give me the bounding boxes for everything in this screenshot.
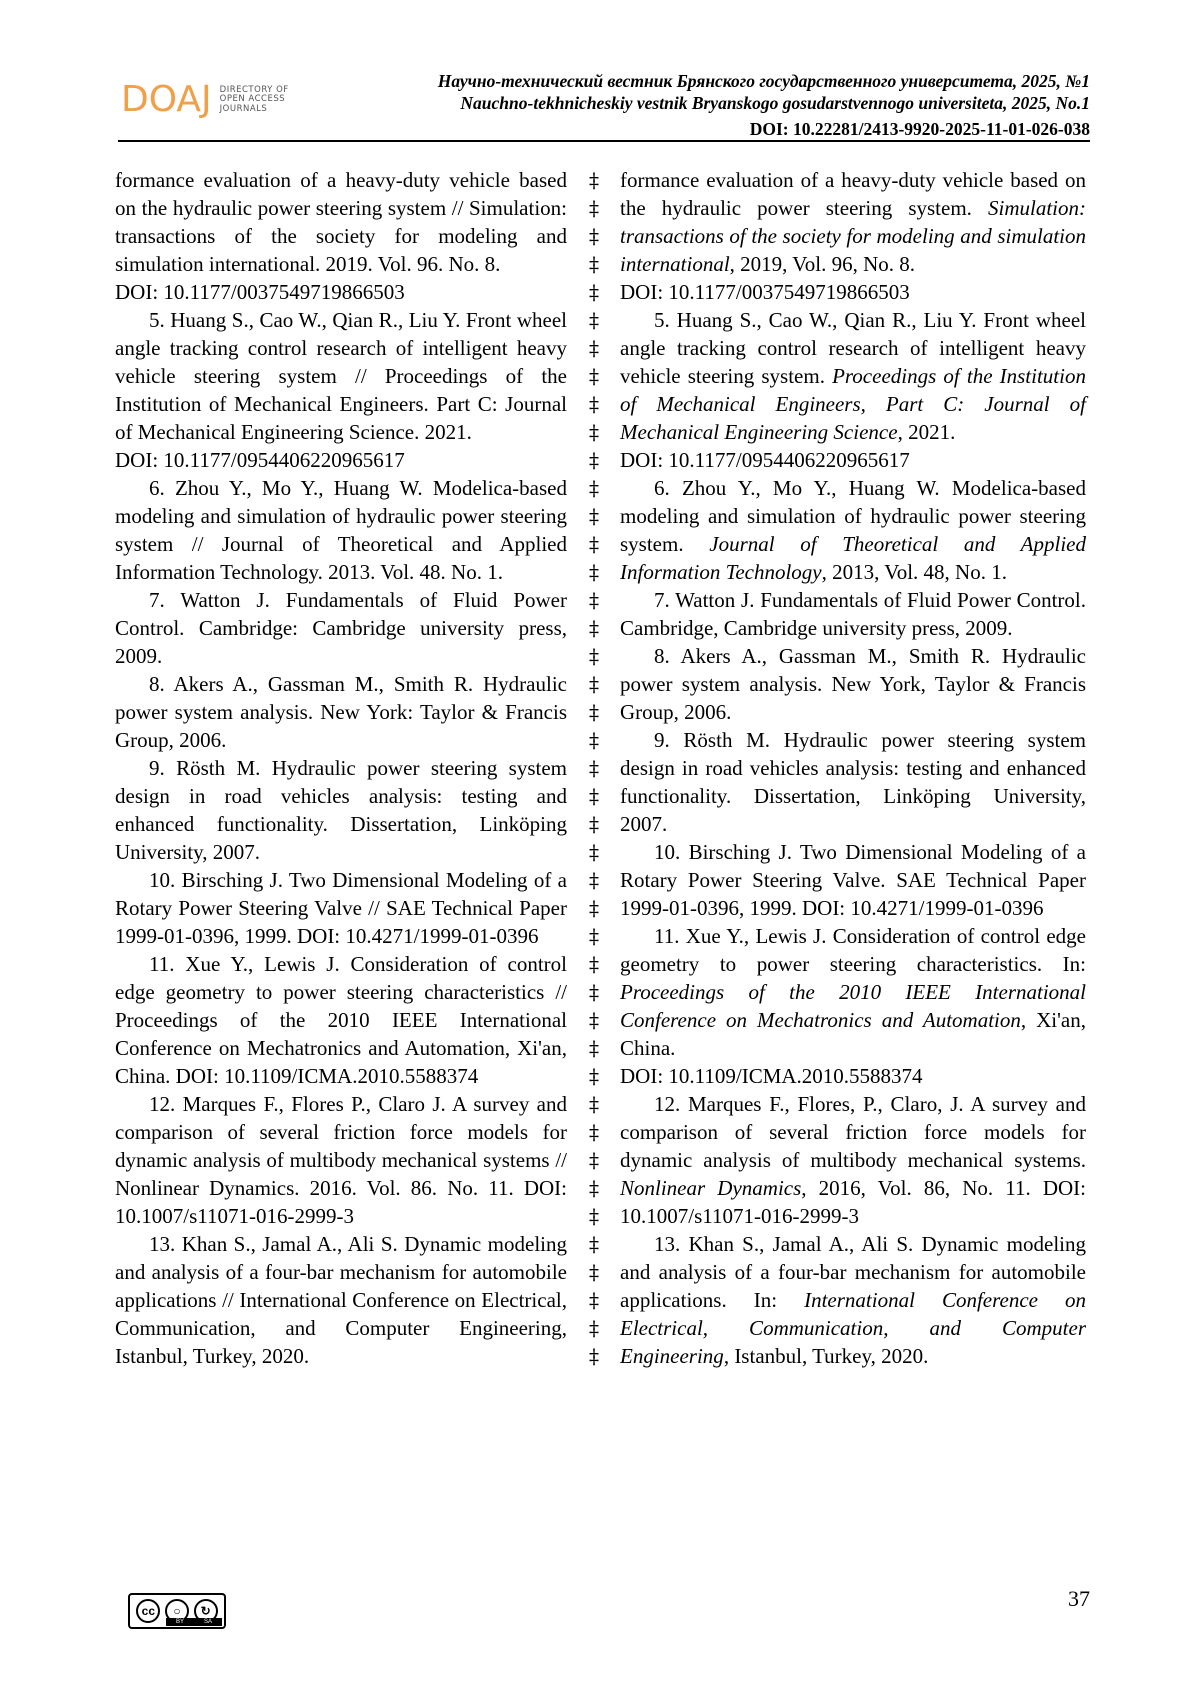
divider-glyph: ‡: [589, 1176, 599, 1200]
divider-glyph: ‡: [589, 1008, 599, 1032]
divider-glyph: ‡: [589, 420, 599, 444]
reference-text: 12. Marques F., Flores, P., Claro, J. A survey and comparison of several friction force models for dynamic analysis of multibody mechanical systems.: [620, 1092, 1086, 1172]
divider-glyph: ‡: [589, 1064, 599, 1088]
divider-glyph: ‡: [589, 392, 599, 416]
reference-entry: [620, 474, 1086, 586]
reference-source-title: Simulation: transactions of the society for modeling and simulation international: [620, 196, 1086, 276]
divider-glyph: ‡: [589, 784, 599, 808]
divider-glyph: ‡: [589, 1316, 599, 1340]
reference-entry: 13. Khan S., Jamal A., Ali S. Dynamic modeling and analysis of a four-bar mechanism for automobile applications // International Conference on Electrical, Communication, and Computer Engineering, Istanbul, Turkey, 2020.: [115, 1232, 567, 1368]
reference-doi: [620, 278, 1086, 306]
reference-source-title: Journal of Theoretical and Applied Information Technology: [620, 532, 1087, 584]
reference-text: 5. Huang S., Cao W., Qian R., Liu Y. Front wheel angle tracking control research of intelligent heavy vehicle steering system.: [620, 308, 1086, 388]
divider-glyph: ‡: [589, 924, 599, 948]
column-divider: [586, 166, 602, 1370]
reference-entry: [620, 586, 1086, 642]
divider-glyph: ‡: [589, 532, 599, 556]
divider-glyph: ‡: [589, 224, 599, 248]
reference-entry: 7. Watton J. Fundamentals of Fluid Power Control. Cambridge: Cambridge university press, 2009.: [115, 588, 567, 668]
divider-glyph: ‡: [589, 336, 599, 360]
reference-entry: 10. Birsching J. Two Dimensional Modeling of a Rotary Power Steering Valve // SAE Technical Paper 1999-01-0396, 1999. DOI: 10.4271/1999-01-0396: [115, 868, 567, 948]
reference-entry: 5. Huang S., Cao W., Qian R., Liu Y. Front wheel angle tracking control research of intelligent heavy vehicle steering system // Proceedings of the Institution of Mechanical Engineers. Part C: Journal of Mechanical Engineering Science. 2021.: [115, 308, 567, 444]
divider-glyph: ‡: [589, 588, 599, 612]
reference-source-title: Proceedings of the 2010 IEEE International Conference on Mechatronics and Automation: [620, 980, 1086, 1032]
reference-text: , 2013, Vol. 48, No. 1.: [821, 560, 1007, 584]
references-transliterated-column: [620, 166, 1086, 1370]
reference-entry: 6. Zhou Y., Mo Y., Huang W. Modelica-based modeling and simulation of hydraulic power steering system // Journal of Theoretical and Applied Information Technology. 2013. Vol. 48. No. 1.: [115, 476, 567, 584]
reference-source-title: International Conference on Electrical, Communication, and Computer Engineering: [620, 1288, 1086, 1368]
reference-text: 10. Birsching J. Two Dimensional Modeling of a Rotary Power Steering Valve. SAE Technical Paper 1999-01-0396, 1999. DOI: 10.4271/1999-01-0396: [620, 840, 1086, 920]
reference-entry: [620, 306, 1086, 446]
divider-glyph: ‡: [589, 1036, 599, 1060]
doaj-logo: [121, 80, 289, 120]
reference-entry: [620, 726, 1086, 838]
divider-glyph: ‡: [589, 840, 599, 864]
divider-glyph: ‡: [589, 252, 599, 276]
reference-entry: formance evaluation of a heavy-duty vehicle based on the hydraulic power steering system // Simulation: transactions of the society for modeling and simulation international. 2019. Vol. 96. No. 8.: [115, 168, 567, 276]
reference-doi: DOI: 10.1177/0954406220965617: [115, 448, 405, 472]
divider-glyph: ‡: [589, 1092, 599, 1116]
reference-doi: [620, 1062, 1086, 1090]
divider-glyph: ‡: [589, 644, 599, 668]
doaj-logo-line: OPEN ACCESS: [219, 94, 286, 105]
reference-entry: 8. Akers A., Gassman M., Smith R. Hydraulic power system analysis. New York: Taylor & Francis Group, 2006.: [115, 672, 567, 752]
reference-entry: [620, 642, 1086, 726]
reference-text: , 2016, Vol. 86, No. 11. DOI: 10.1007/s11071-016-2999-3: [620, 1176, 1086, 1228]
divider-glyph: ‡: [589, 1232, 599, 1256]
journal-title-ru: Научно-технический вестник Брянского государственного университета, 2025, №1: [437, 71, 1090, 91]
journal-title-en: Nauchno-tekhnicheskiy vestnik Bryanskogo gosudarstvennogo universiteta, 2025, No.1: [460, 93, 1090, 113]
divider-glyph: ‡: [589, 476, 599, 500]
reference-text: 9. Rösth M. Hydraulic power steering system design in road vehicles analysis: testing and enhanced functionality. Dissertation, Linköping University, 2007.: [620, 728, 1086, 836]
article-doi: DOI: 10.22281/2413-9920-2025-11-01-026-038: [749, 119, 1090, 139]
reference-entry: 9. Rösth M. Hydraulic power steering system design in road vehicles analysis: testing and enhanced functionality. Dissertation, Linköping University, 2007.: [115, 756, 567, 864]
divider-glyph: ‡: [589, 896, 599, 920]
reference-source-title: Nonlinear Dynamics: [620, 1176, 802, 1200]
reference-text: DOI: 10.1109/ICMA.2010.5588374: [620, 1064, 923, 1088]
reference-text: DOI: 10.1177/0037549719866503: [620, 280, 910, 304]
cc-by-sa-license-badge[interactable]: [128, 1593, 226, 1629]
license-by-label: BY: [175, 1619, 184, 1625]
divider-glyph: ‡: [589, 1344, 599, 1368]
reference-doi: DOI: 10.1177/0037549719866503: [115, 280, 405, 304]
divider-glyph: ‡: [589, 1204, 599, 1228]
divider-glyph: ‡: [589, 812, 599, 836]
reference-text: DOI: 10.1177/0954406220965617: [620, 448, 910, 472]
reference-entry: [620, 838, 1086, 922]
divider-glyph: ‡: [589, 504, 599, 528]
divider-glyph: ‡: [589, 952, 599, 976]
reference-text: 6. Zhou Y., Mo Y., Huang W. Modelica-based modeling and simulation of hydraulic power steering system.: [620, 476, 1086, 556]
reference-text: 7. Watton J. Fundamentals of Fluid Power Control. Cambridge, Cambridge university press, 2009.: [620, 588, 1086, 640]
header-rule: [118, 140, 1090, 142]
reference-entry: [620, 1090, 1086, 1230]
divider-glyph: ‡: [589, 168, 599, 192]
divider-glyph: ‡: [589, 1260, 599, 1284]
reference-text: 8. Akers A., Gassman M., Smith R. Hydraulic power system analysis. New York, Taylor & Francis Group, 2006.: [620, 644, 1086, 724]
references-russian-style-column: [115, 166, 567, 1370]
doaj-logo-subtitle: [220, 86, 289, 115]
reference-doi: [620, 446, 1086, 474]
reference-entry: [620, 922, 1086, 1062]
divider-glyph: ‡: [589, 1120, 599, 1144]
reference-entry: [620, 166, 1086, 278]
divider-glyph: ‡: [589, 1148, 599, 1172]
reference-text: 13. Khan S., Jamal A., Ali S. Dynamic modeling and analysis of a four-bar mechanism for automobile applications. In:: [620, 1232, 1086, 1312]
divider-glyph: ‡: [589, 364, 599, 388]
reference-text: , 2019, Vol. 96, No. 8.: [729, 252, 916, 276]
divider-glyph: ‡: [589, 756, 599, 780]
reference-entry: [620, 1230, 1086, 1370]
person-icon: ○: [165, 1599, 189, 1623]
divider-glyph: ‡: [589, 448, 599, 472]
divider-glyph: ‡: [589, 728, 599, 752]
page-number: 37: [1068, 1586, 1090, 1611]
divider-glyph: ‡: [589, 672, 599, 696]
journal-title: [438, 70, 1090, 114]
divider-glyph: ‡: [589, 616, 599, 640]
reference-text: , Xi'an, China.: [620, 1008, 1086, 1060]
doaj-logo-line: DIRECTORY OF: [219, 84, 289, 95]
doaj-logo-line: JOURNALS: [219, 103, 268, 114]
divider-glyph: ‡: [589, 280, 599, 304]
divider-glyph: ‡: [589, 868, 599, 892]
reference-entry: 11. Xue Y., Lewis J. Consideration of control edge geometry to power steering characteristics // Proceedings of the 2010 IEEE International Conference on Mechatronics and Automation, Xi'an, China. DOI: 10.1109/ICMA.2010.5588374: [115, 952, 567, 1088]
divider-glyph: ‡: [589, 700, 599, 724]
reference-entry: 12. Marques F., Flores P., Claro J. A survey and comparison of several friction force models for dynamic analysis of multibody mechanical systems // Nonlinear Dynamics. 2016. Vol. 86. No. 11. DOI: 10.1007/s11071-016-2999-3: [115, 1092, 567, 1228]
reference-text: 11. Xue Y., Lewis J. Consideration of control edge geometry to power steering characteristics. In:: [620, 924, 1086, 976]
divider-glyph: ‡: [589, 980, 599, 1004]
license-sa-label: SA: [203, 1619, 212, 1625]
share-alike-icon: ↻: [194, 1599, 218, 1623]
reference-source-title: Proceedings of the Institution of Mechanical Engineers, Part C: Journal of Mechanical Engineering Science: [620, 364, 1086, 444]
doaj-logo-letters: DOAJ: [121, 79, 212, 120]
divider-glyph: ‡: [589, 308, 599, 332]
license-label-bar: [166, 1618, 222, 1626]
cc-icon: cc: [136, 1599, 160, 1623]
divider-glyph: ‡: [589, 1288, 599, 1312]
divider-glyph: ‡: [589, 196, 599, 220]
reference-text: formance evaluation of a heavy-duty vehicle based on the hydraulic power steering system.: [620, 168, 1086, 220]
divider-glyph: ‡: [589, 560, 599, 584]
reference-text: , Istanbul, Turkey, 2020.: [723, 1344, 929, 1368]
reference-text: , 2021.: [897, 420, 956, 444]
